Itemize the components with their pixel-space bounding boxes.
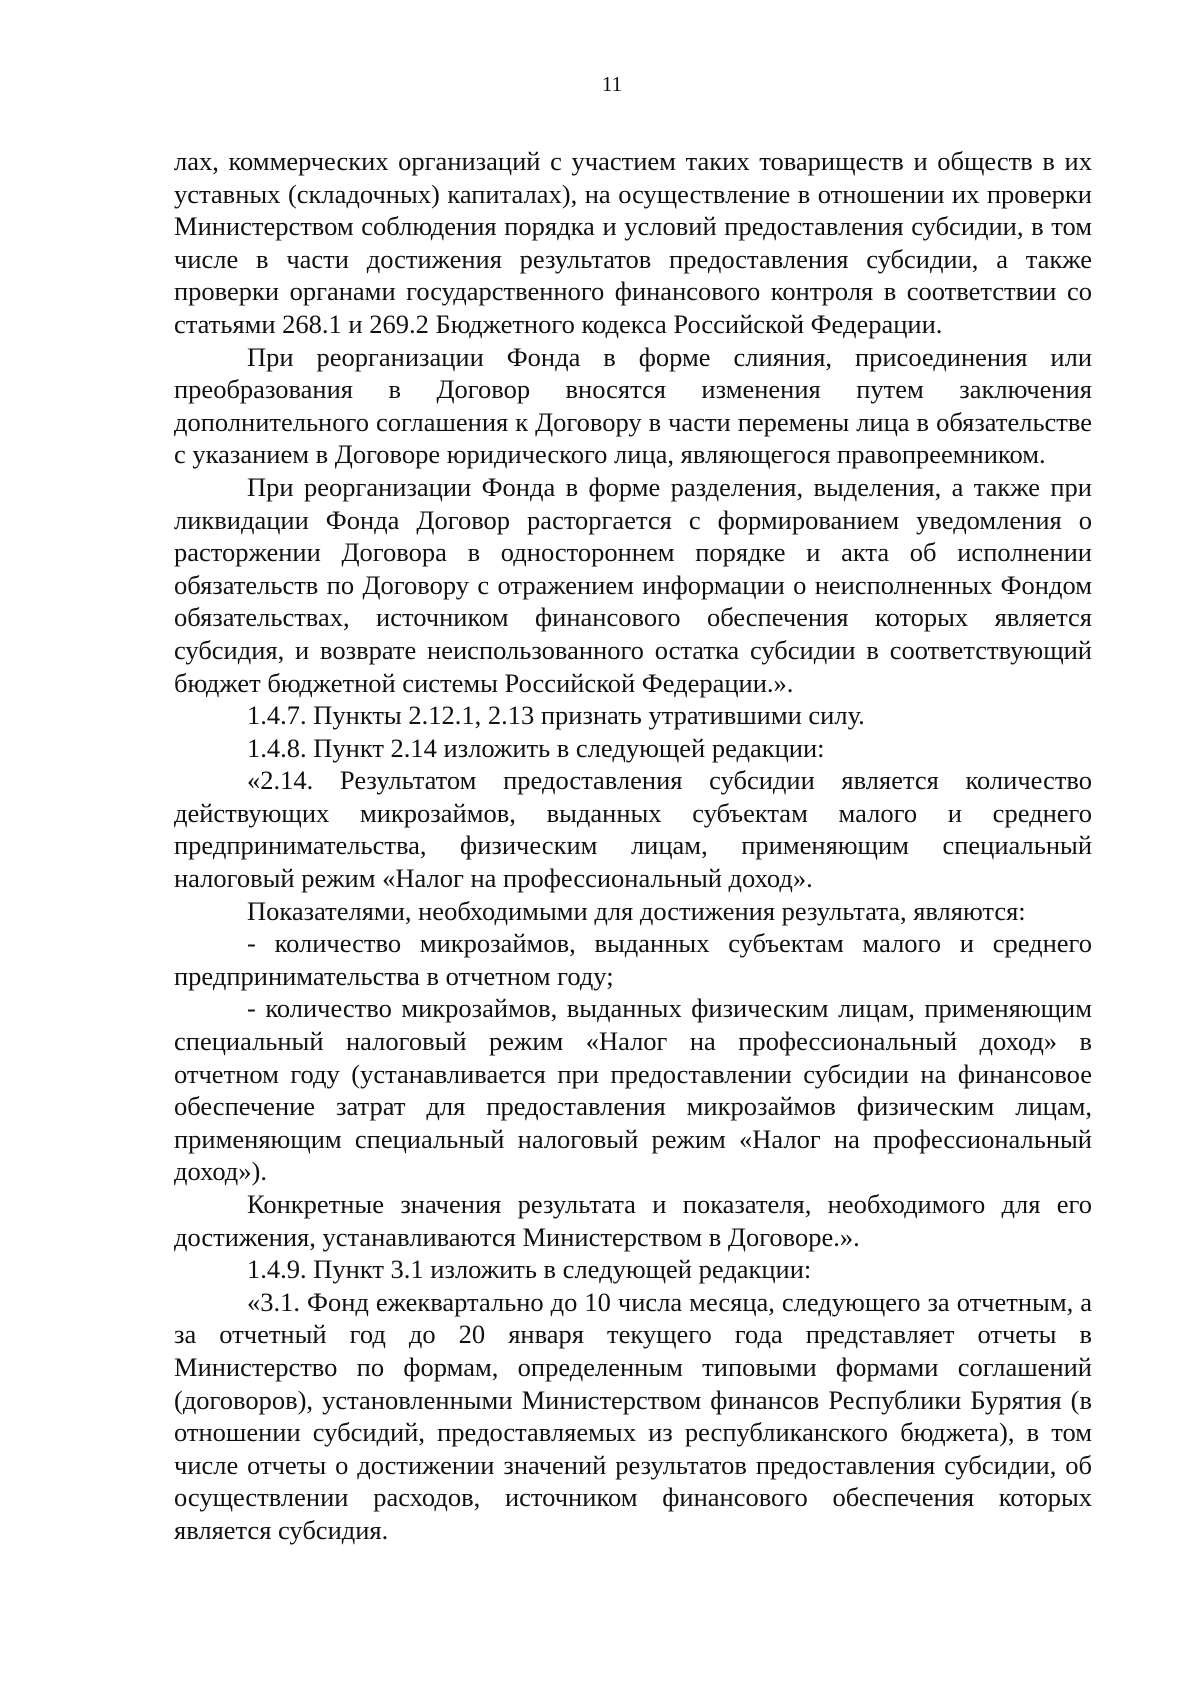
- paragraph-continuation: лах, коммерческих организаций с участием таких товариществ и обществ в их уставных (складочных) капиталах), на осуществление в отношении их проверки Министерством соблюдения порядка и условий предоставления субсидии, в том числе в части достижения результатов предоставления субсидии, а также проверки органами государственного финансового контроля в соответствии со статьями 268.1 и 269.2 Бюджетного кодекса Российской Федерации.: [174, 146, 1092, 339]
- paragraph-indicators-intro: Показателями, необходимыми для достижения результата, являются:: [247, 895, 1026, 926]
- paragraph-reorganization-division: При реорганизации Фонда в форме разделения, выделения, а также при ликвидации Фонда Договор расторгается с формированием уведомления о расторжении Договора в одностороннем порядке и акта об исполнении обязательств по Договору с отражением информации о неисполненных Фондом обязательствах, источником финансового обеспечения которых является субсидия, и возврате неиспользованного остатка субсидии в соответствующий бюджет бюджетной системы Российской Федерации.».: [174, 471, 1092, 698]
- paragraph-clause-3-1: «3.1. Фонд ежеквартально до 10 числа месяца, следующего за отчетным, а за отчетный год до 20 января текущего года представляет отчеты в Министерство по формам, определенным типовыми формами соглашений (договоров), установленными Министерством финансов Республики Бурятия (в отношении субсидий, предоставляемых из республиканского бюджета), в том числе отчеты о достижении значений результатов предоставления субсидии, об осуществлении расходов, источником финансового обеспечения которых является субсидия.: [174, 1286, 1092, 1545]
- paragraph-clause-2-14: «2.14. Результатом предоставления субсидии является количество действующих микрозаймов, выданных субъектам малого и среднего предпринимательства, физическим лицам, применяющим специальный налоговый режим «Налог на профессиональный доход».: [174, 765, 1092, 894]
- paragraph-specific-values: Конкретные значения результата и показателя, необходимого для его достижения, устанавливаются Министерством в Договоре.».: [174, 1189, 1092, 1252]
- paragraph-item-1-4-8: 1.4.8. Пункт 2.14 изложить в следующей редакции:: [247, 732, 825, 763]
- paragraph-reorganization-merger: При реорганизации Фонда в форме слияния, присоединения или преобразования в Договор вносятся изменения путем заключения дополнительного соглашения к Договору в части перемены лица в обязательстве с указанием в Договоре юридического лица, являющегося правопреемником.: [174, 341, 1092, 470]
- page-number: 11: [601, 72, 623, 96]
- document-body: [174, 145, 1092, 1547]
- paragraph-item-1-4-7: 1.4.7. Пункты 2.12.1, 2.13 признать утратившими силу.: [247, 700, 865, 731]
- paragraph-indicator-1: - количество микрозаймов, выданных субъектам малого и среднего предпринимательства в отчетном году;: [174, 928, 1092, 991]
- paragraph-item-1-4-9: 1.4.9. Пункт 3.1 изложить в следующей редакции:: [247, 1254, 812, 1285]
- paragraph-indicator-2: - количество микрозаймов, выданных физическим лицам, применяющим специальный налоговый режим «Налог на профессиональный доход» в отчетном году (устанавливается при предоставлении субсидии на финансовое обеспечение затрат для предоставления микрозаймов физическим лицам, применяющим специальный налоговый режим «Налог на профессиональный доход»).: [174, 993, 1092, 1187]
